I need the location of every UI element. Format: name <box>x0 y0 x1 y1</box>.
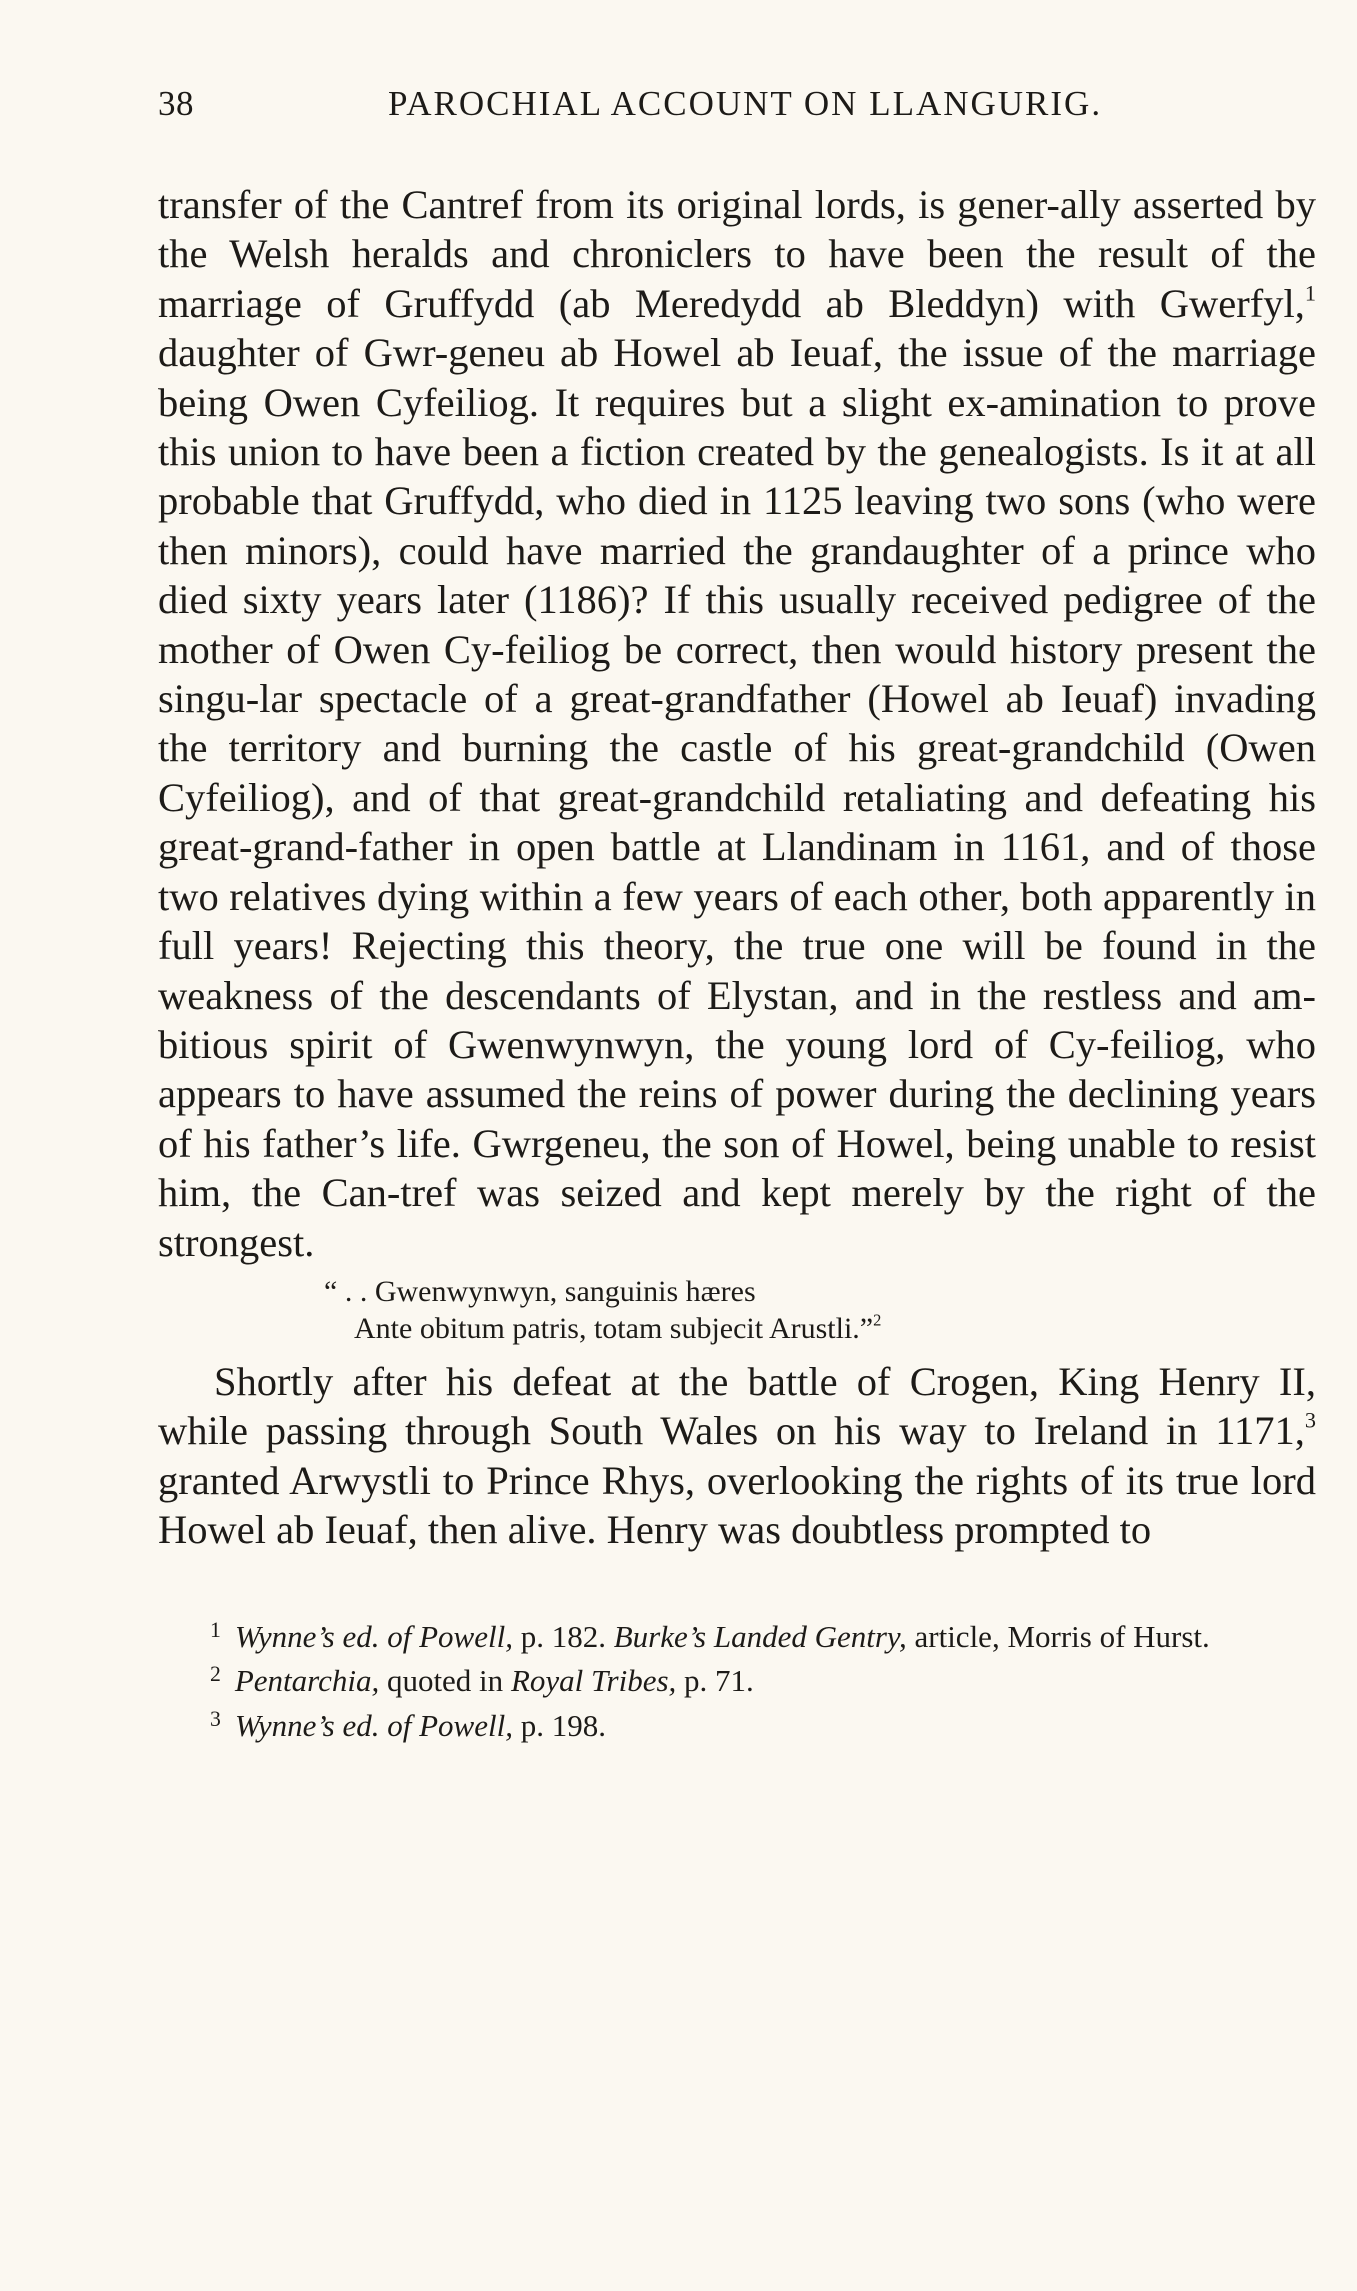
quote-line-2 <box>158 1310 1316 1347</box>
footnote-ref-1: 1 <box>1304 280 1316 306</box>
footnote-source: Wynne’s ed. of Powell, <box>234 1618 513 1654</box>
body-text <box>158 180 1316 1555</box>
footnote-text: p. 182. <box>512 1618 614 1654</box>
footnote-1 <box>158 1611 1316 1656</box>
running-title: PAROCHIAL ACCOUNT ON LLANGURIG. <box>388 84 1103 123</box>
paragraph-2-text-b: granted Arwystli to Prince Rhys, overlooking the rights of its true lord Howel ab Ieuaf, then alive. Henry was doubtless prompted to <box>158 1457 1316 1553</box>
footnote-source: Royal Tribes, <box>510 1663 677 1699</box>
footnote-number: 2 <box>210 1662 221 1687</box>
paragraph-2-text-a: Shortly after his defeat at the battle of Crogen, King Henry II, while passing through South Wales on his way to Ireland in 1171, <box>158 1358 1316 1454</box>
footnote-source: Burke’s Landed Gentry, <box>613 1618 907 1654</box>
footnote-text: article, Morris of Hurst. <box>906 1618 1210 1654</box>
footnote-ref-2: 2 <box>873 1310 882 1330</box>
footnote-2 <box>158 1655 1316 1700</box>
footnote-text: p. 198. <box>512 1707 606 1743</box>
running-head <box>158 84 1316 140</box>
footnote-text: quoted in <box>379 1663 511 1699</box>
paragraph-2 <box>158 1357 1316 1555</box>
footnote-source: Pentarchia, <box>234 1663 380 1699</box>
paragraph-1-text-b: daughter of Gwr-geneu ab Howel ab Ieuaf, the issue of the marriage being Owen Cyfeiliog. It requires but a slight ex-amination to prove this union to have been a fiction created by the genealogists. Is it at all probable that Gruffydd, who died in 1125 leaving two sons (who were then minors), could have married the grandaughter of a prince who died sixty years later (1186)? If this usually received pedigree of the mother of Owen Cy-feiliog be correct, then would history present the singu-lar spectacle of a great-grandfather (Howel ab Ieuaf) invading the territory and burning the castle of his great-grandchild (Owen Cyfeiliog), and of that great-grandchild retaliating and defeating his great-grand-father in open battle at Llandinam in 1161, and of those two relatives dying within a few years of each other, both apparently in full years! Rejecting this theory, the true one will be found in the weakness of the descendants of Elystan, and in the restless and am-bitious spirit of Gwenwynwyn, the young lord of Cy-feiliog, who appears to have assumed the reins of power during the declining years of his father’s life. Gwrgeneu, the son of Howel, being unable to resist him, the Can-tref was seized and kept merely by the right of the strongest. <box>158 330 1316 1265</box>
footnote-ref-3: 3 <box>1304 1407 1316 1433</box>
paragraph-1-text-a: transfer of the Cantref from its original lords, is gener-ally asserted by the Welsh heralds and chroniclers to have been the result of the marriage of Gruffydd (ab Meredydd ab Bleddyn) with Gwerfyl, <box>158 182 1316 326</box>
quote-line-2-text: Ante obitum patris, totam subjecit Arustli.” <box>354 1311 874 1345</box>
latin-quote <box>158 1273 1316 1347</box>
paragraph-1 <box>158 180 1316 1267</box>
footnote-number: 3 <box>210 1707 221 1732</box>
book-page <box>158 84 1316 1745</box>
footnote-source: Wynne’s ed. of Powell, <box>234 1707 513 1743</box>
footnote-text: p. 71. <box>676 1663 754 1699</box>
footnote-3 <box>158 1700 1316 1745</box>
footnotes <box>158 1611 1316 1745</box>
quote-line-1: “ . . Gwenwynwyn, sanguinis hæres <box>324 1274 756 1308</box>
page-number: 38 <box>158 84 194 123</box>
footnote-number: 1 <box>210 1617 221 1642</box>
